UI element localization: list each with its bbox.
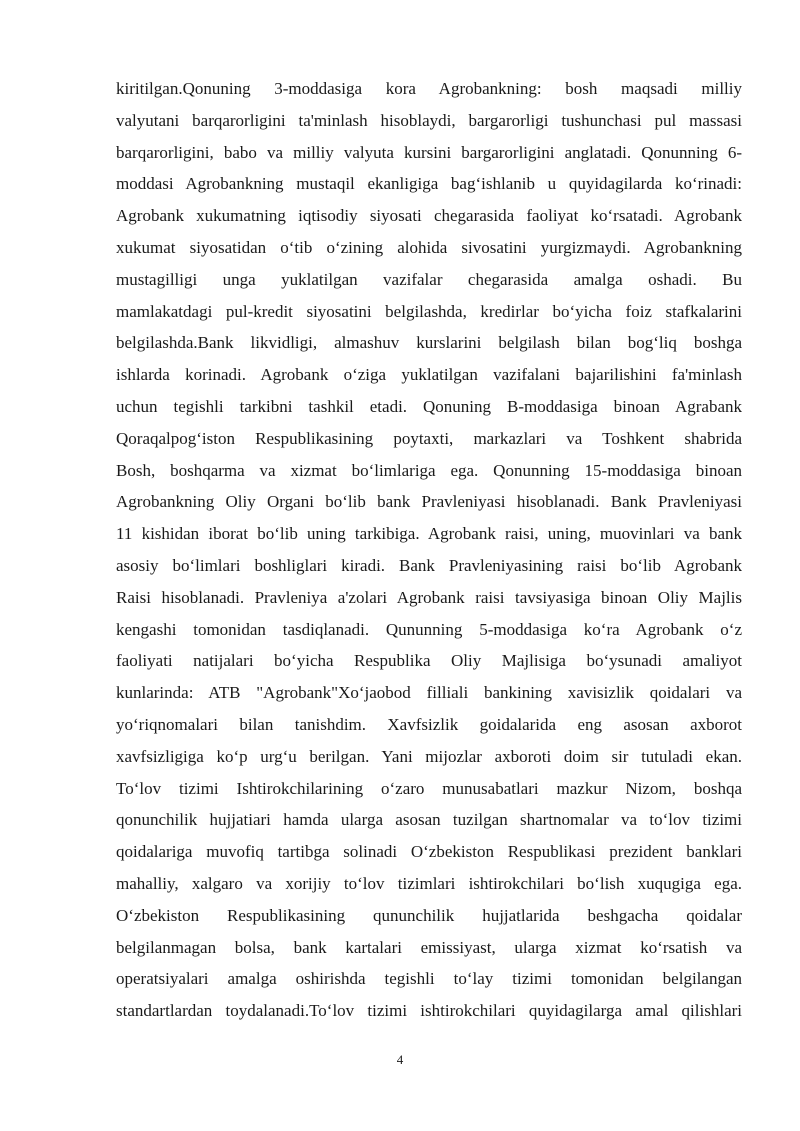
text-line: 11 kishidan iborat bo‘lib uning tarkibiga. Agrobank raisi, uning, muovinlari va bank <box>116 524 742 544</box>
text-line: Qoraqalpog‘iston Respublikasining poytaxti, markazlari va Toshkent shabrida <box>116 428 742 448</box>
text-line: Raisi hisoblanadi. Pravleniya a'zolari Agrobank raisi tavsiyasiga binoan Oliy Majlis <box>116 587 742 607</box>
text-line: kunlarinda: ATB "Agrobank"Xo‘jaobod filliali bankining xavisizlik qoidalari va <box>116 683 742 703</box>
page-number: 4 <box>396 1052 404 1067</box>
text-line: asosiy bo‘limlari boshliglari kiradi. Bank Pravleniyasining raisi bo‘lib Agrobank <box>116 555 742 575</box>
text-line: qonunchilik hujjatiari hamda ularga asosan tuzilgan shartnomalar va to‘lov tizimi <box>116 810 742 830</box>
text-line: mustagilligi unga yuklatilgan vazifalar chegarasida amalga oshadi. Bu <box>116 269 742 289</box>
text-line: yo‘riqnomalari bilan tanishdim. Xavfsizlik goidalarida eng asosan axborot <box>116 714 742 734</box>
text-line: Agrobankning Oliy Organi bo‘lib bank Pravleniyasi hisoblanadi. Bank Pravleniyasi <box>116 492 742 512</box>
text-line: kengashi tomonidan tasdiqlanadi. Qununning 5-moddasiga ko‘ra Agrobank o‘z <box>116 619 742 639</box>
text-line: standartlardan toydalanadi.To‘lov tizimi ishtirokchilari quyidagilarga amal qilishlari <box>116 1001 742 1021</box>
text-line: qoidalariga muvofiq tartibga solinadi O‘zbekiston Respublikasi prezident banklari <box>116 842 742 862</box>
text-line: Bosh, boshqarma va xizmat bo‘limlariga ega. Qonunning 15-moddasiga binoan <box>116 460 742 480</box>
text-line: O‘zbekiston Respublikasining qununchilik hujjatlarida beshgacha qoidalar <box>116 905 742 925</box>
text-line: valyutani barqarorligini ta'minlash hisoblaydi, bargarorligi tushunchasi pul massasi <box>116 110 742 130</box>
text-line: operatsiyalari amalga oshirishda tegishli to‘lay tizimi tomonidan belgilangan <box>116 969 742 989</box>
body-paragraph <box>116 73 742 1027</box>
text-line: faoliyati natijalari bo‘yicha Respublika Oliy Majlisiga bo‘ysunadi amaliyot <box>116 651 742 671</box>
text-line: Agrobank xukumatning iqtisodiy siyosati chegarasida faoliyat ko‘rsatadi. Agrobank <box>116 206 742 226</box>
text-line: xukumat siyosatidan o‘tib o‘zining alohida sivosatini yurgizmaydi. Agrobankning <box>116 237 742 257</box>
text-line: xavfsizligiga ko‘p urg‘u berilgan. Yani mijozlar axboroti doim sir tutuladi ekan. <box>116 746 742 766</box>
text-line: barqarorligini, babo va milliy valyuta kursini bargarorligini anglatadi. Qonunning 6- <box>116 142 742 162</box>
text-line: To‘lov tizimi Ishtirokchilarining o‘zaro munusabatlari mazkur Nizom, boshqa <box>116 778 742 798</box>
text-line: kiritilgan.Qonuning 3-moddasiga kora Agrobankning: bosh maqsadi milliy <box>116 79 742 98</box>
text-line: uchun tegishli tarkibni tashkil etadi. Qonuning B-moddasiga binoan Agrabank <box>116 396 742 416</box>
text-line: belgilanmagan bolsa, bank kartalari emissiyast, ularga xizmat ko‘rsatish va <box>116 937 742 957</box>
text-line: ishlarda korinadi. Agrobank o‘ziga yuklatilgan vazifalani bajarilishini fa'minlash <box>116 365 742 385</box>
text-line: belgilashda.Bank likvidligi, almashuv kurslarini belgilash bilan bog‘liq boshga <box>116 333 742 353</box>
text-line: mahalliy, xalgaro va xorijiy to‘lov tizimlari ishtirokchilari bo‘lish xuqugiga ega. <box>116 873 742 893</box>
text-line: moddasi Agrobankning mustaqil ekanligiga bag‘ishlanib u quyidagilarda ko‘rinadi: <box>116 174 742 194</box>
text-line: mamlakatdagi pul-kredit siyosatini belgilashda, kredirlar bo‘yicha foiz stafkalarini <box>116 301 742 321</box>
